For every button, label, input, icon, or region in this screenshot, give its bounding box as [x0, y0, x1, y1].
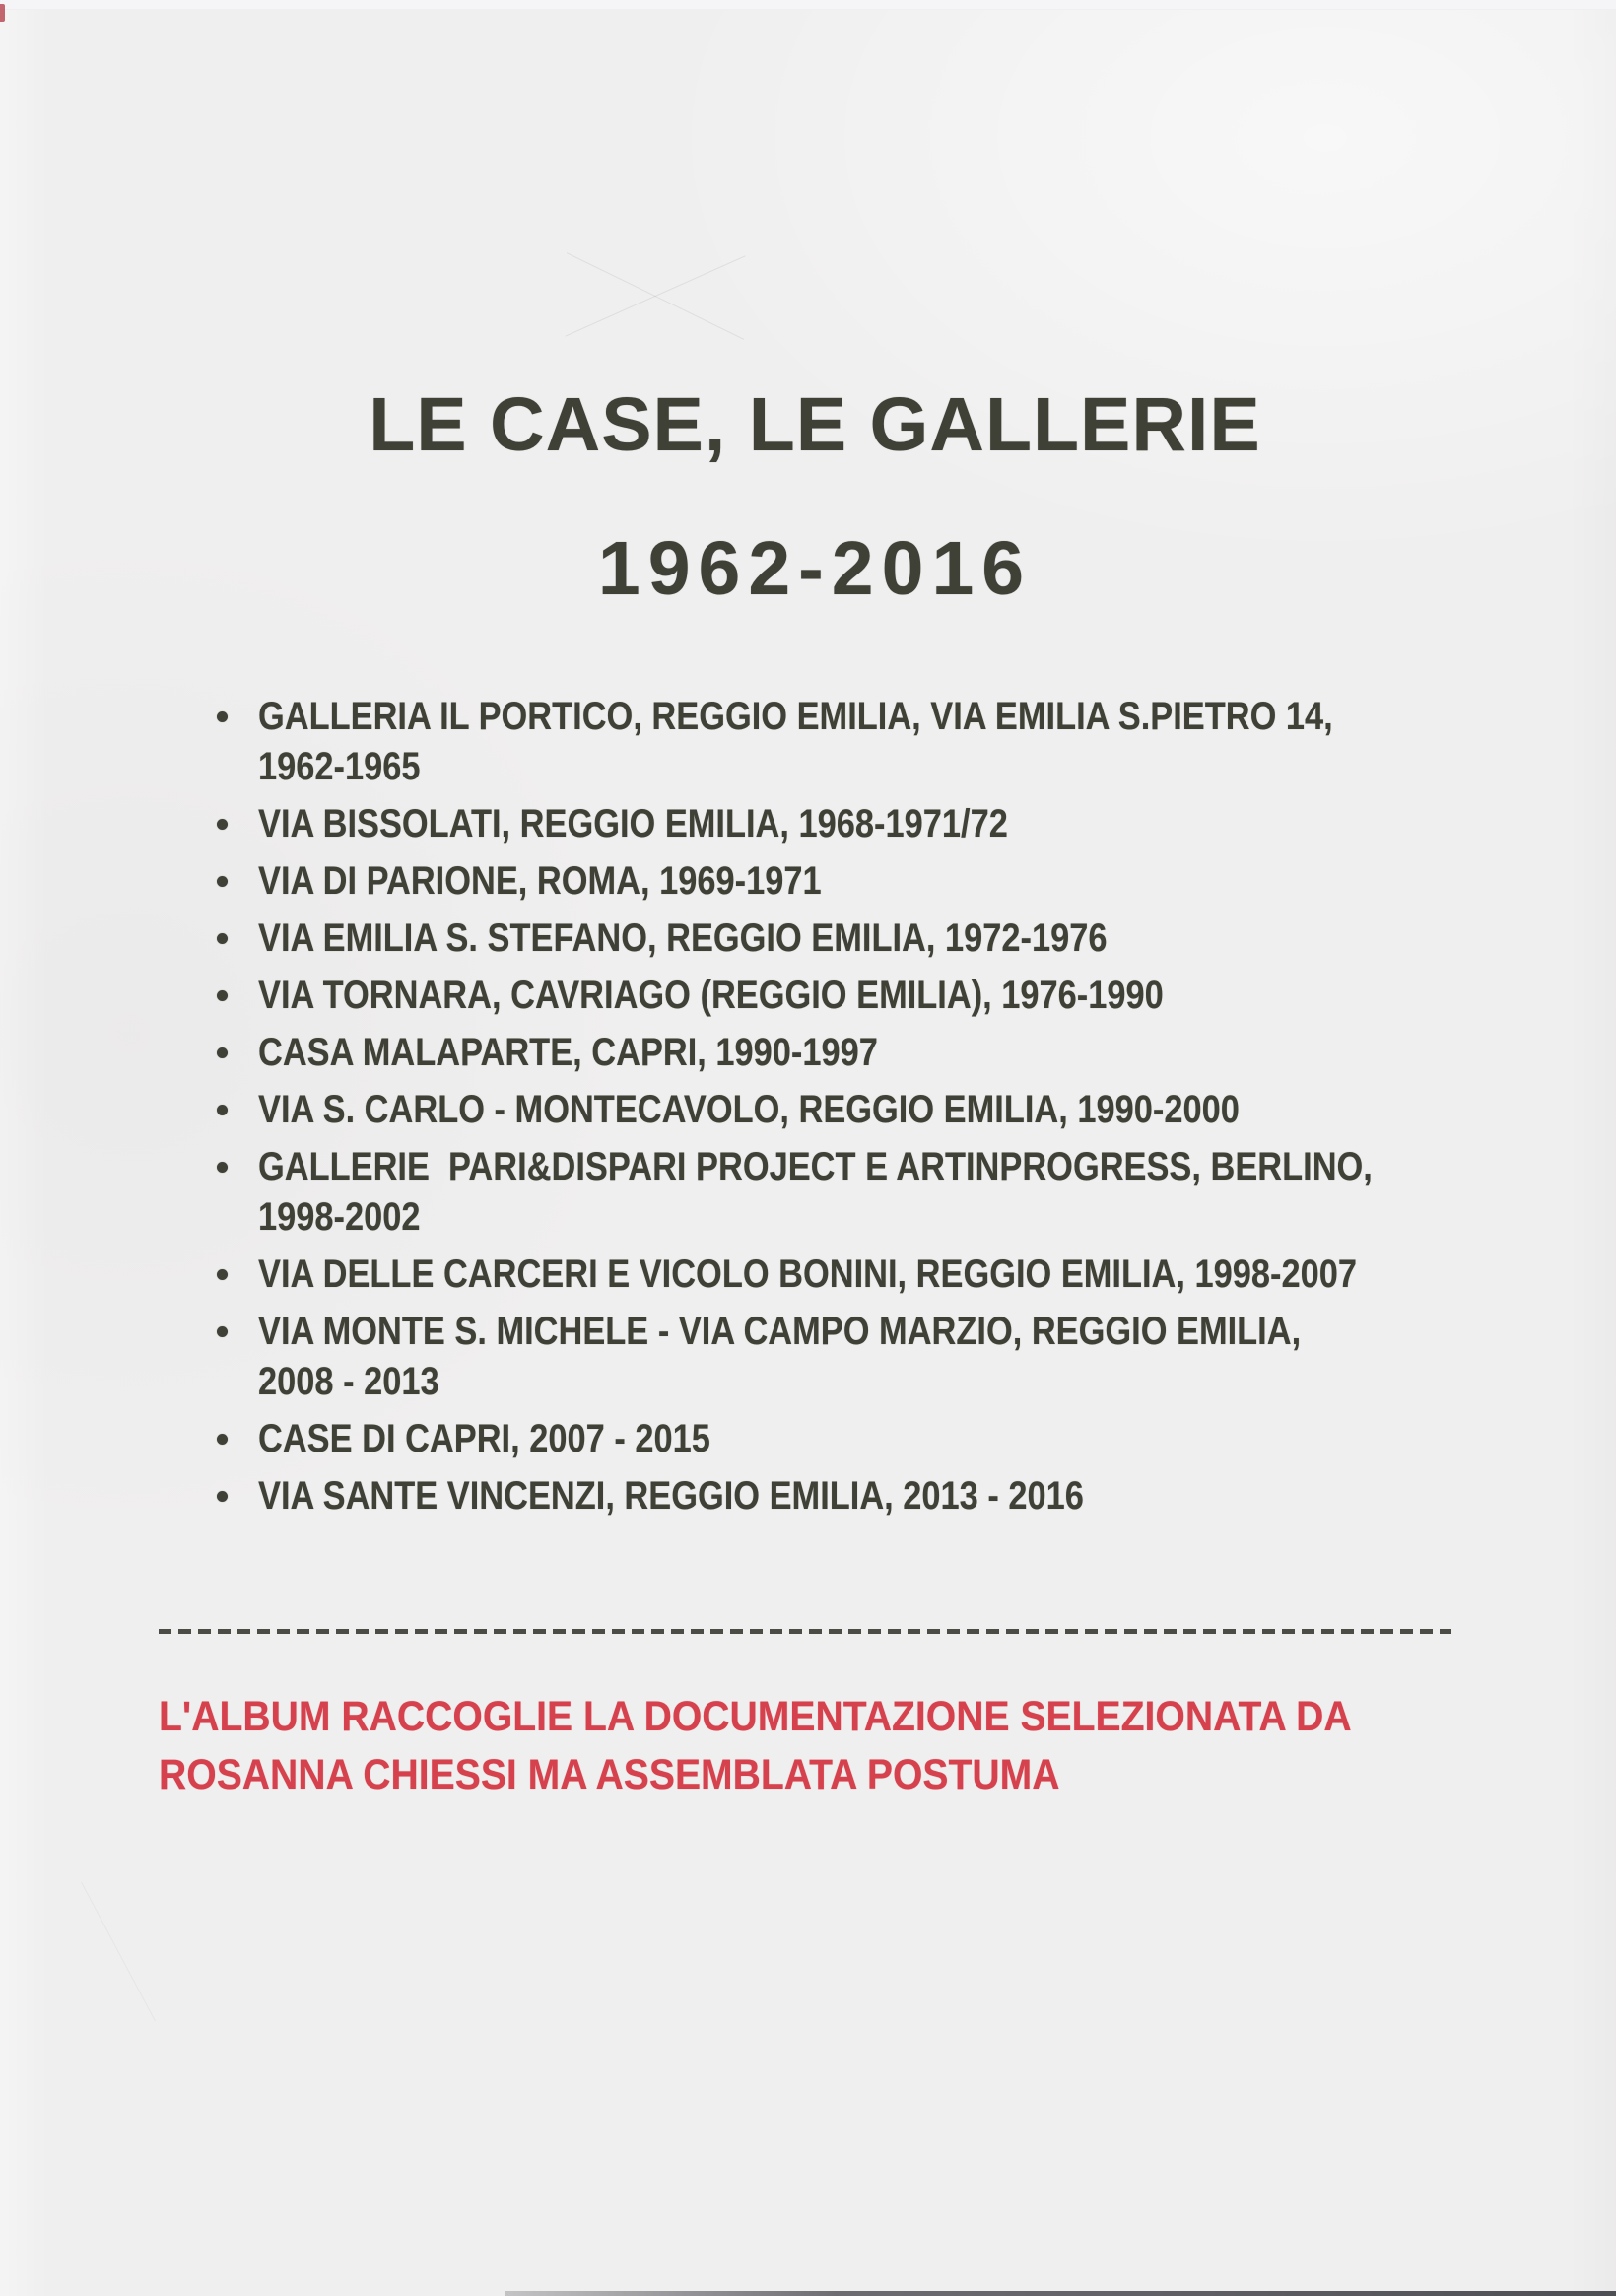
- venue-list-item: [217, 1249, 1498, 1300]
- venue-list-item: [217, 799, 1498, 849]
- venue-line-1: GALLERIA IL PORTICO, REGGIO EMILIA, VIA EMILIA S.PIETRO 14,: [258, 695, 1333, 738]
- venue-line-1: VIA DI PARIONE, ROMA, 1969-1971: [258, 859, 822, 903]
- venue-list-item: [217, 1028, 1498, 1078]
- venue-text: [258, 913, 1498, 964]
- venue-list-item: [217, 1471, 1498, 1521]
- note-line-1: L'ALBUM RACCOGLIE LA DOCUMENTAZIONE SELEZIONATA DA: [159, 1693, 1352, 1740]
- venue-line-2: 2008 - 2013: [258, 1360, 439, 1403]
- venue-list-item: [217, 1307, 1498, 1407]
- scan-top-edge: [0, 0, 1616, 10]
- venue-list-item: [217, 1414, 1498, 1464]
- bullet-icon: [217, 876, 228, 887]
- venue-line-2: 1998-2002: [258, 1195, 421, 1239]
- postscript-note: [159, 1688, 1440, 1804]
- venue-line-1: VIA S. CARLO - MONTECAVOLO, REGGIO EMILIA, 1990-2000: [258, 1088, 1240, 1131]
- bullet-icon: [217, 1269, 228, 1280]
- venue-line-1: CASE DI CAPRI, 2007 - 2015: [258, 1417, 710, 1460]
- bullet-icon: [217, 1326, 228, 1337]
- venue-text: [258, 1249, 1536, 1300]
- venue-list-item: [217, 1142, 1498, 1243]
- page-title: LE CASE, LE GALLERIE: [369, 382, 1261, 467]
- venue-text: [258, 1142, 1554, 1243]
- venue-line-1: GALLERIE PARI&DISPARI PROJECT E ARTINPROGRESS, BERLINO,: [258, 1145, 1373, 1188]
- venue-line-1: VIA SANTE VINCENZI, REGGIO EMILIA, 2013 - 2016: [258, 1474, 1084, 1518]
- venue-list-item: [217, 1085, 1498, 1135]
- venue-line-1: VIA EMILIA S. STEFANO, REGGIO EMILIA, 1972-1976: [258, 916, 1108, 960]
- venue-text: [258, 692, 1508, 792]
- venue-text: [258, 799, 1498, 849]
- bullet-icon: [217, 1434, 228, 1445]
- venue-text: [258, 1307, 1498, 1407]
- venue-line-1: VIA MONTE S. MICHELE - VIA CAMPO MARZIO, REGGIO EMILIA,: [258, 1310, 1302, 1353]
- scan-bottom-edge: [505, 2291, 1616, 2296]
- bullet-icon: [217, 1047, 228, 1058]
- paper-crease: [565, 255, 745, 336]
- venue-line-2: 1962-1965: [258, 745, 421, 788]
- bullet-icon: [217, 819, 228, 830]
- venue-list: [217, 692, 1498, 1528]
- bullet-icon: [217, 1105, 228, 1115]
- page-subtitle-years: 1962-2016: [597, 526, 1033, 611]
- bullet-icon: [217, 1491, 228, 1502]
- note-line-2: ROSANNA CHIESSI MA ASSEMBLATA POSTUMA: [159, 1751, 1060, 1798]
- bullet-icon: [217, 1162, 228, 1173]
- paper-crease: [81, 1882, 156, 2022]
- venue-line-1: CASA MALAPARTE, CAPRI, 1990-1997: [258, 1031, 878, 1074]
- venue-list-item: [217, 856, 1498, 907]
- venue-text: [258, 856, 1498, 907]
- venue-line-1: VIA BISSOLATI, REGGIO EMILIA, 1968-1971/72: [258, 802, 1008, 845]
- bullet-icon: [217, 711, 228, 722]
- venue-text: [258, 1471, 1498, 1521]
- venue-text: [258, 1028, 1498, 1078]
- dashed-separator: [159, 1629, 1451, 1634]
- venue-list-item: [217, 971, 1498, 1021]
- venue-list-item: [217, 913, 1498, 964]
- venue-text: [258, 971, 1498, 1021]
- venue-text: [258, 1085, 1498, 1135]
- venue-list-item: [217, 692, 1498, 792]
- venue-text: [258, 1414, 1498, 1464]
- venue-line-1: VIA DELLE CARCERI E VICOLO BONINI, REGGIO EMILIA, 1998-2007: [258, 1252, 1358, 1296]
- bullet-icon: [217, 933, 228, 944]
- venue-line-1: VIA TORNARA, CAVRIAGO (REGGIO EMILIA), 1976-1990: [258, 974, 1164, 1017]
- bullet-icon: [217, 990, 228, 1001]
- scan-edge-artifact: [0, 4, 5, 22]
